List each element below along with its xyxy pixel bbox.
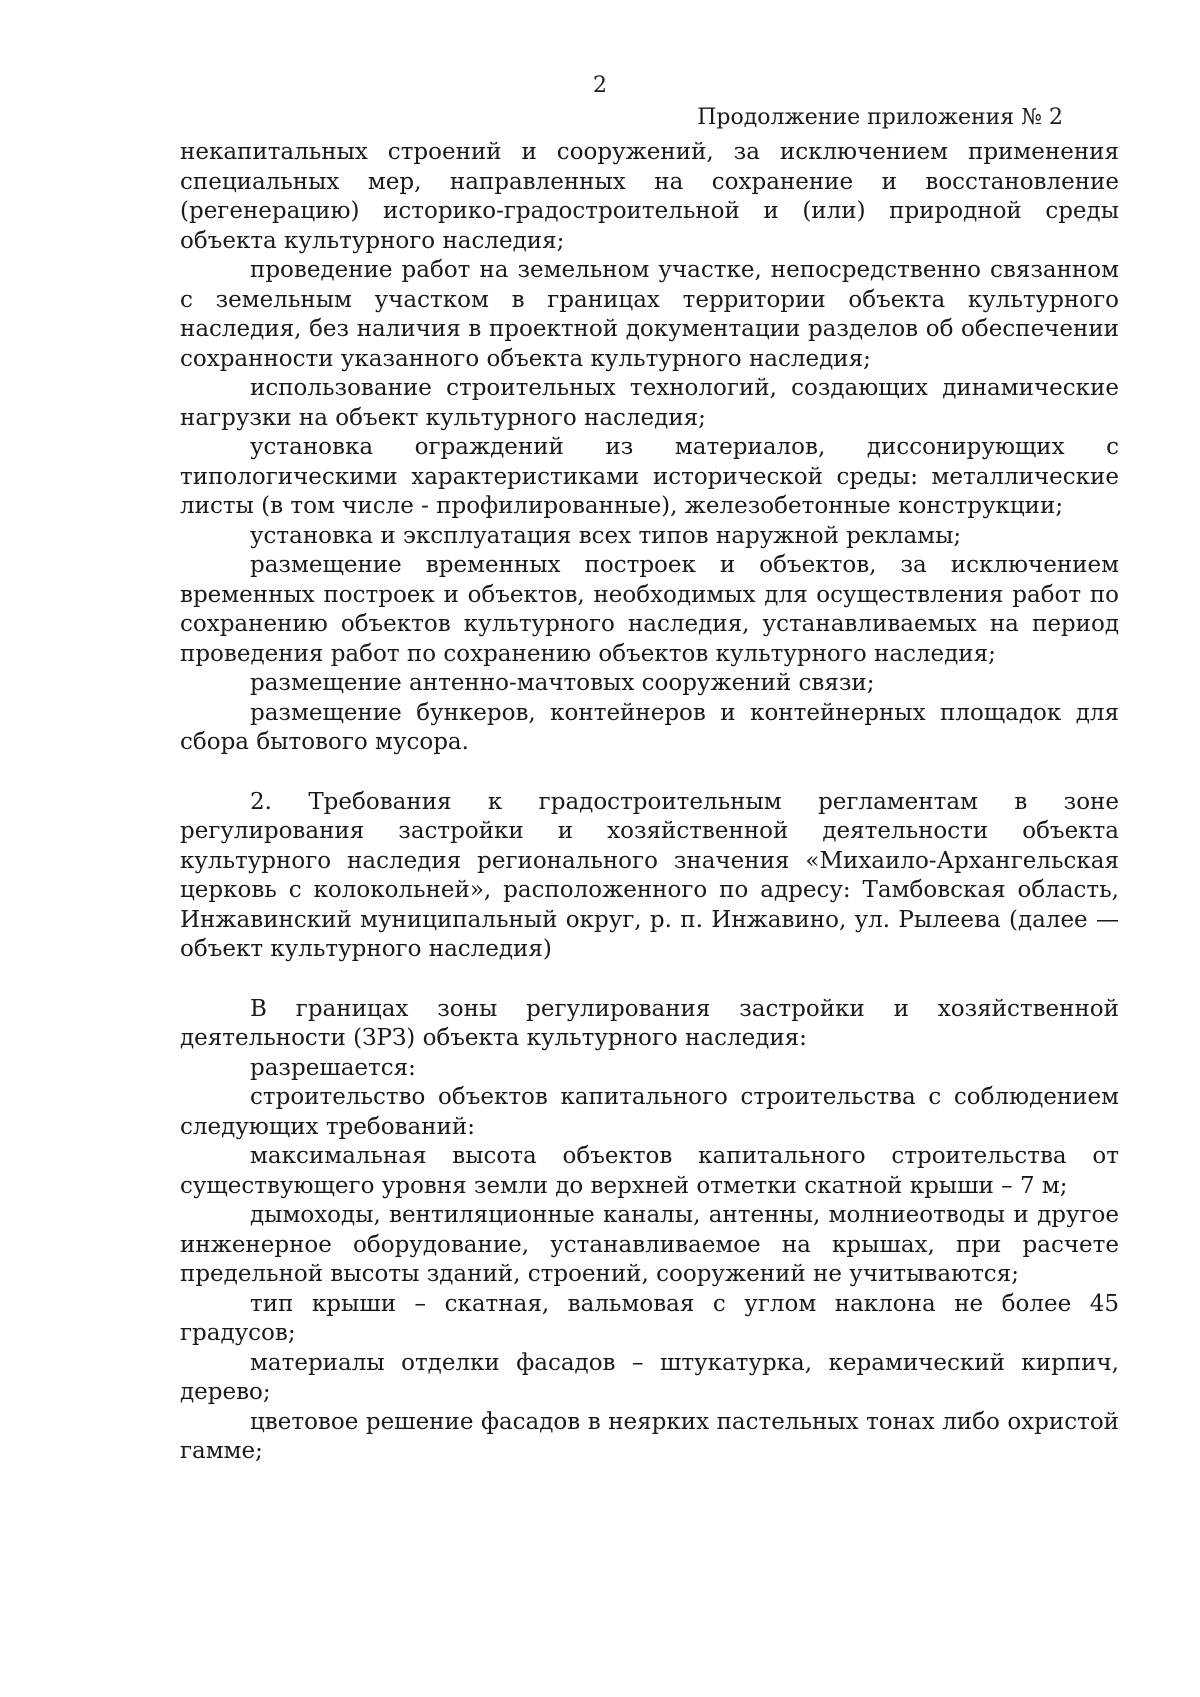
paragraph: использование строительных технологий, создающих динамические нагрузки на объект культурного наследия; bbox=[180, 375, 1119, 431]
paragraph: максимальная высота объектов капитального строительства от существующего уровня земли до верхней отметки скатной крыши – 7 м; bbox=[180, 1143, 1119, 1199]
paragraph: тип крыши – скатная, вальмовая с углом наклона не более 45 градусов; bbox=[180, 1290, 1119, 1346]
paragraph: В границах зоны регулирования застройки и хозяйственной деятельности (ЗРЗ) объекта культурного наследия: bbox=[180, 995, 1119, 1051]
paragraph: некапитальных строений и сооружений, за исключением применения специальных мер, направленных на сохранение и восстановление (регенерацию) историко-градостроительной и (или) природной среды объекта культурного наследия; bbox=[180, 139, 1119, 254]
paragraph: размещение временных построек и объектов, за исключением временных построек и объектов, необходимых для осуществления работ по сохранению объектов культурного наследия, устанавливаемых на период проведения работ по сохранению объектов культурного наследия; bbox=[180, 552, 1119, 667]
section-gap bbox=[180, 758, 1119, 788]
paragraph: материалы отделки фасадов – штукатурка, керамический кирпич, дерево; bbox=[180, 1349, 1119, 1405]
paragraph: дымоходы, вентиляционные каналы, антенны, молниеотводы и другое инженерное оборудование, устанавливаемое на крышах, при расчете предельной высоты зданий, строений, сооружений не учитываются; bbox=[180, 1202, 1119, 1287]
paragraph: размещение бункеров, контейнеров и контейнерных площадок для сбора бытового мусора. bbox=[180, 699, 1119, 755]
paragraph: размещение антенно-мачтовых сооружений связи; bbox=[250, 670, 875, 696]
paragraph: проведение работ на земельном участке, непосредственно связанном с земельным участком в границах территории объекта культурного наследия, без наличия в проектной документации разделов об обеспечении сохранности указанного объекта культурного наследия; bbox=[180, 257, 1119, 372]
document-body bbox=[180, 138, 1119, 1467]
paragraph: цветовое решение фасадов в неярких пастельных тонах либо охристой гамме; bbox=[180, 1408, 1119, 1464]
paragraph: разрешается: bbox=[250, 1054, 416, 1081]
paragraph: установка ограждений из материалов, диссонирующих с типологическими характеристиками исторической среды: металлические листы (в том числе - профилированные), железобетонные конструкции; bbox=[180, 434, 1119, 519]
section-heading-paragraph: 2. Требования к градостроительным регламентам в зоне регулирования застройки и хозяйственной деятельности объекта культурного наследия регионального значения «Михаило-Архангельская церковь с колокольней», расположенного по адресу: Тамбовская область, Инжавинский муниципальный округ, р. п. Инжавино, ул. Рылеева (далее — объект культурного наследия) bbox=[180, 788, 1119, 962]
section-gap bbox=[180, 965, 1119, 995]
paragraph: установка и эксплуатация всех типов наружной рекламы; bbox=[250, 522, 962, 549]
appendix-continuation-note: Продолжение приложения № 2 bbox=[697, 105, 1063, 130]
paragraph: строительство объектов капитального строительства с соблюдением следующих требований: bbox=[180, 1084, 1119, 1140]
page-number: 2 bbox=[593, 73, 607, 98]
